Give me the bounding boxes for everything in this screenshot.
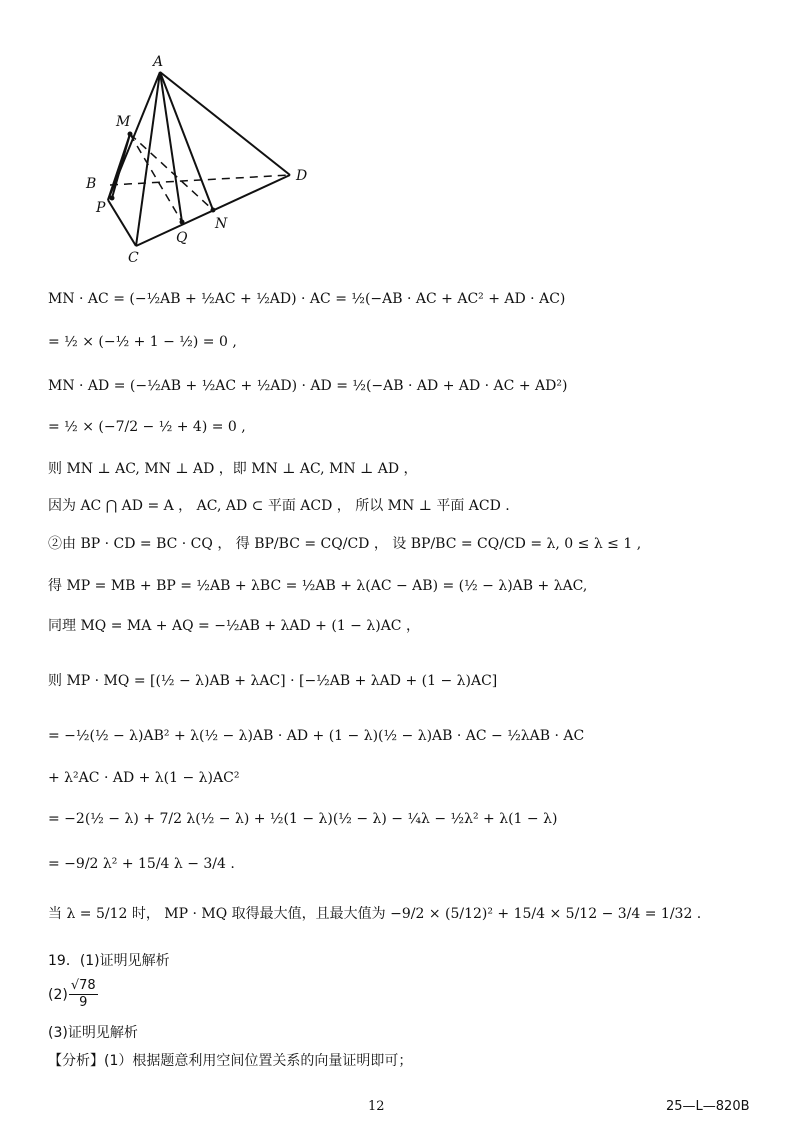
answer-19-3: (3)证明见解析 xyxy=(48,1025,138,1041)
solution-line-1: MN · AC = (−½AB + ½AC + ½AD) · AC = ½(−AB · AC + AC² + AD · AC) xyxy=(48,291,566,307)
page-number: 12 xyxy=(368,1099,385,1114)
solution-line-4: = ½ × (−7/2 − ½ + 4) = 0 , xyxy=(48,419,246,435)
solution-line-5: 则 MN ⊥ AC, MN ⊥ AD ，即 MN ⊥ AC, MN ⊥ AD ， xyxy=(48,461,418,477)
label-C: C xyxy=(128,250,139,266)
solution-line-14: = −9/2 λ² + 15/4 λ − 3/4 . xyxy=(48,856,235,872)
edge-BC xyxy=(108,200,136,246)
answer-19-2-numerator: √78 xyxy=(70,978,96,993)
edge-AC xyxy=(136,72,160,246)
label-M: M xyxy=(116,114,131,130)
label-P: P xyxy=(96,200,106,216)
solution-line-3: MN · AD = (−½AB + ½AC + ½AD) · AD = ½(−AB · AD + AD · AC + AD²) xyxy=(48,378,568,394)
answer-19-2-label: (2) xyxy=(48,986,68,1003)
solution-line-8: 得 MP = MB + BP = ½AB + λBC = ½AB + λ(AC − AB) = (½ − λ)AB + λAC, xyxy=(48,578,588,594)
segment-MQ-hidden xyxy=(130,134,182,222)
answer-19-1: 19．(1)证明见解析 xyxy=(48,953,170,969)
solution-line-2: = ½ × (−½ + 1 − ½) = 0 , xyxy=(48,334,237,350)
solution-line-11: = −½(½ − λ)AB² + λ(½ − λ)AB · AD + (1 − λ)(½ − λ)AB · AC − ½λAB · AC xyxy=(48,728,585,744)
answer-19-2 xyxy=(48,978,99,1011)
solution-line-10: 则 MP · MQ = [(½ − λ)AB + λAC] · [−½AB + λAD + (1 − λ)AC] xyxy=(48,673,498,689)
solution-line-12: + λ²AC · AD + λ(1 − λ)AC² xyxy=(48,770,240,786)
label-A: A xyxy=(153,54,164,70)
label-N: N xyxy=(215,216,228,232)
label-B: B xyxy=(86,176,97,192)
solution-line-6: 因为 AC ⋂ AD = A ， AC, AD ⊂ 平面 ACD ， 所以 MN ⊥ 平面 ACD . xyxy=(48,498,510,514)
edge-MP xyxy=(112,134,130,198)
solution-line-7: ②由 BP · CD = BC · CQ ， 得 BP/BC = CQ/CD ， 设 BP/BC = CQ/CD = λ, 0 ≤ λ ≤ 1 , xyxy=(48,536,642,552)
edge-AQ xyxy=(160,72,182,222)
analysis-line: 【分析】(1）根据题意利用空间位置关系的向量证明即可； xyxy=(48,1053,413,1069)
label-D: D xyxy=(296,168,308,184)
tetrahedron-figure xyxy=(70,50,340,275)
label-Q: Q xyxy=(176,230,188,246)
document-code: 25—L—820B xyxy=(666,1099,750,1114)
answer-19-2-fraction xyxy=(69,978,98,1011)
solution-line-9: 同理 MQ = MA + AQ = −½AB + λAD + (1 − λ)AC ， xyxy=(48,618,420,634)
solution-line-15: 当 λ = 5/12 时， MP · MQ 取得最大值，且最大值为 −9/2 × (5/12)² + 15/4 × 5/12 − 3/4 = 1/32 . xyxy=(48,906,702,922)
answer-19-2-denominator: 9 xyxy=(79,995,88,1010)
solution-line-13: = −2(½ − λ) + 7/2 λ(½ − λ) + ½(1 − λ)(½ − λ) − ¼λ − ½λ² + λ(1 − λ) xyxy=(48,811,558,827)
